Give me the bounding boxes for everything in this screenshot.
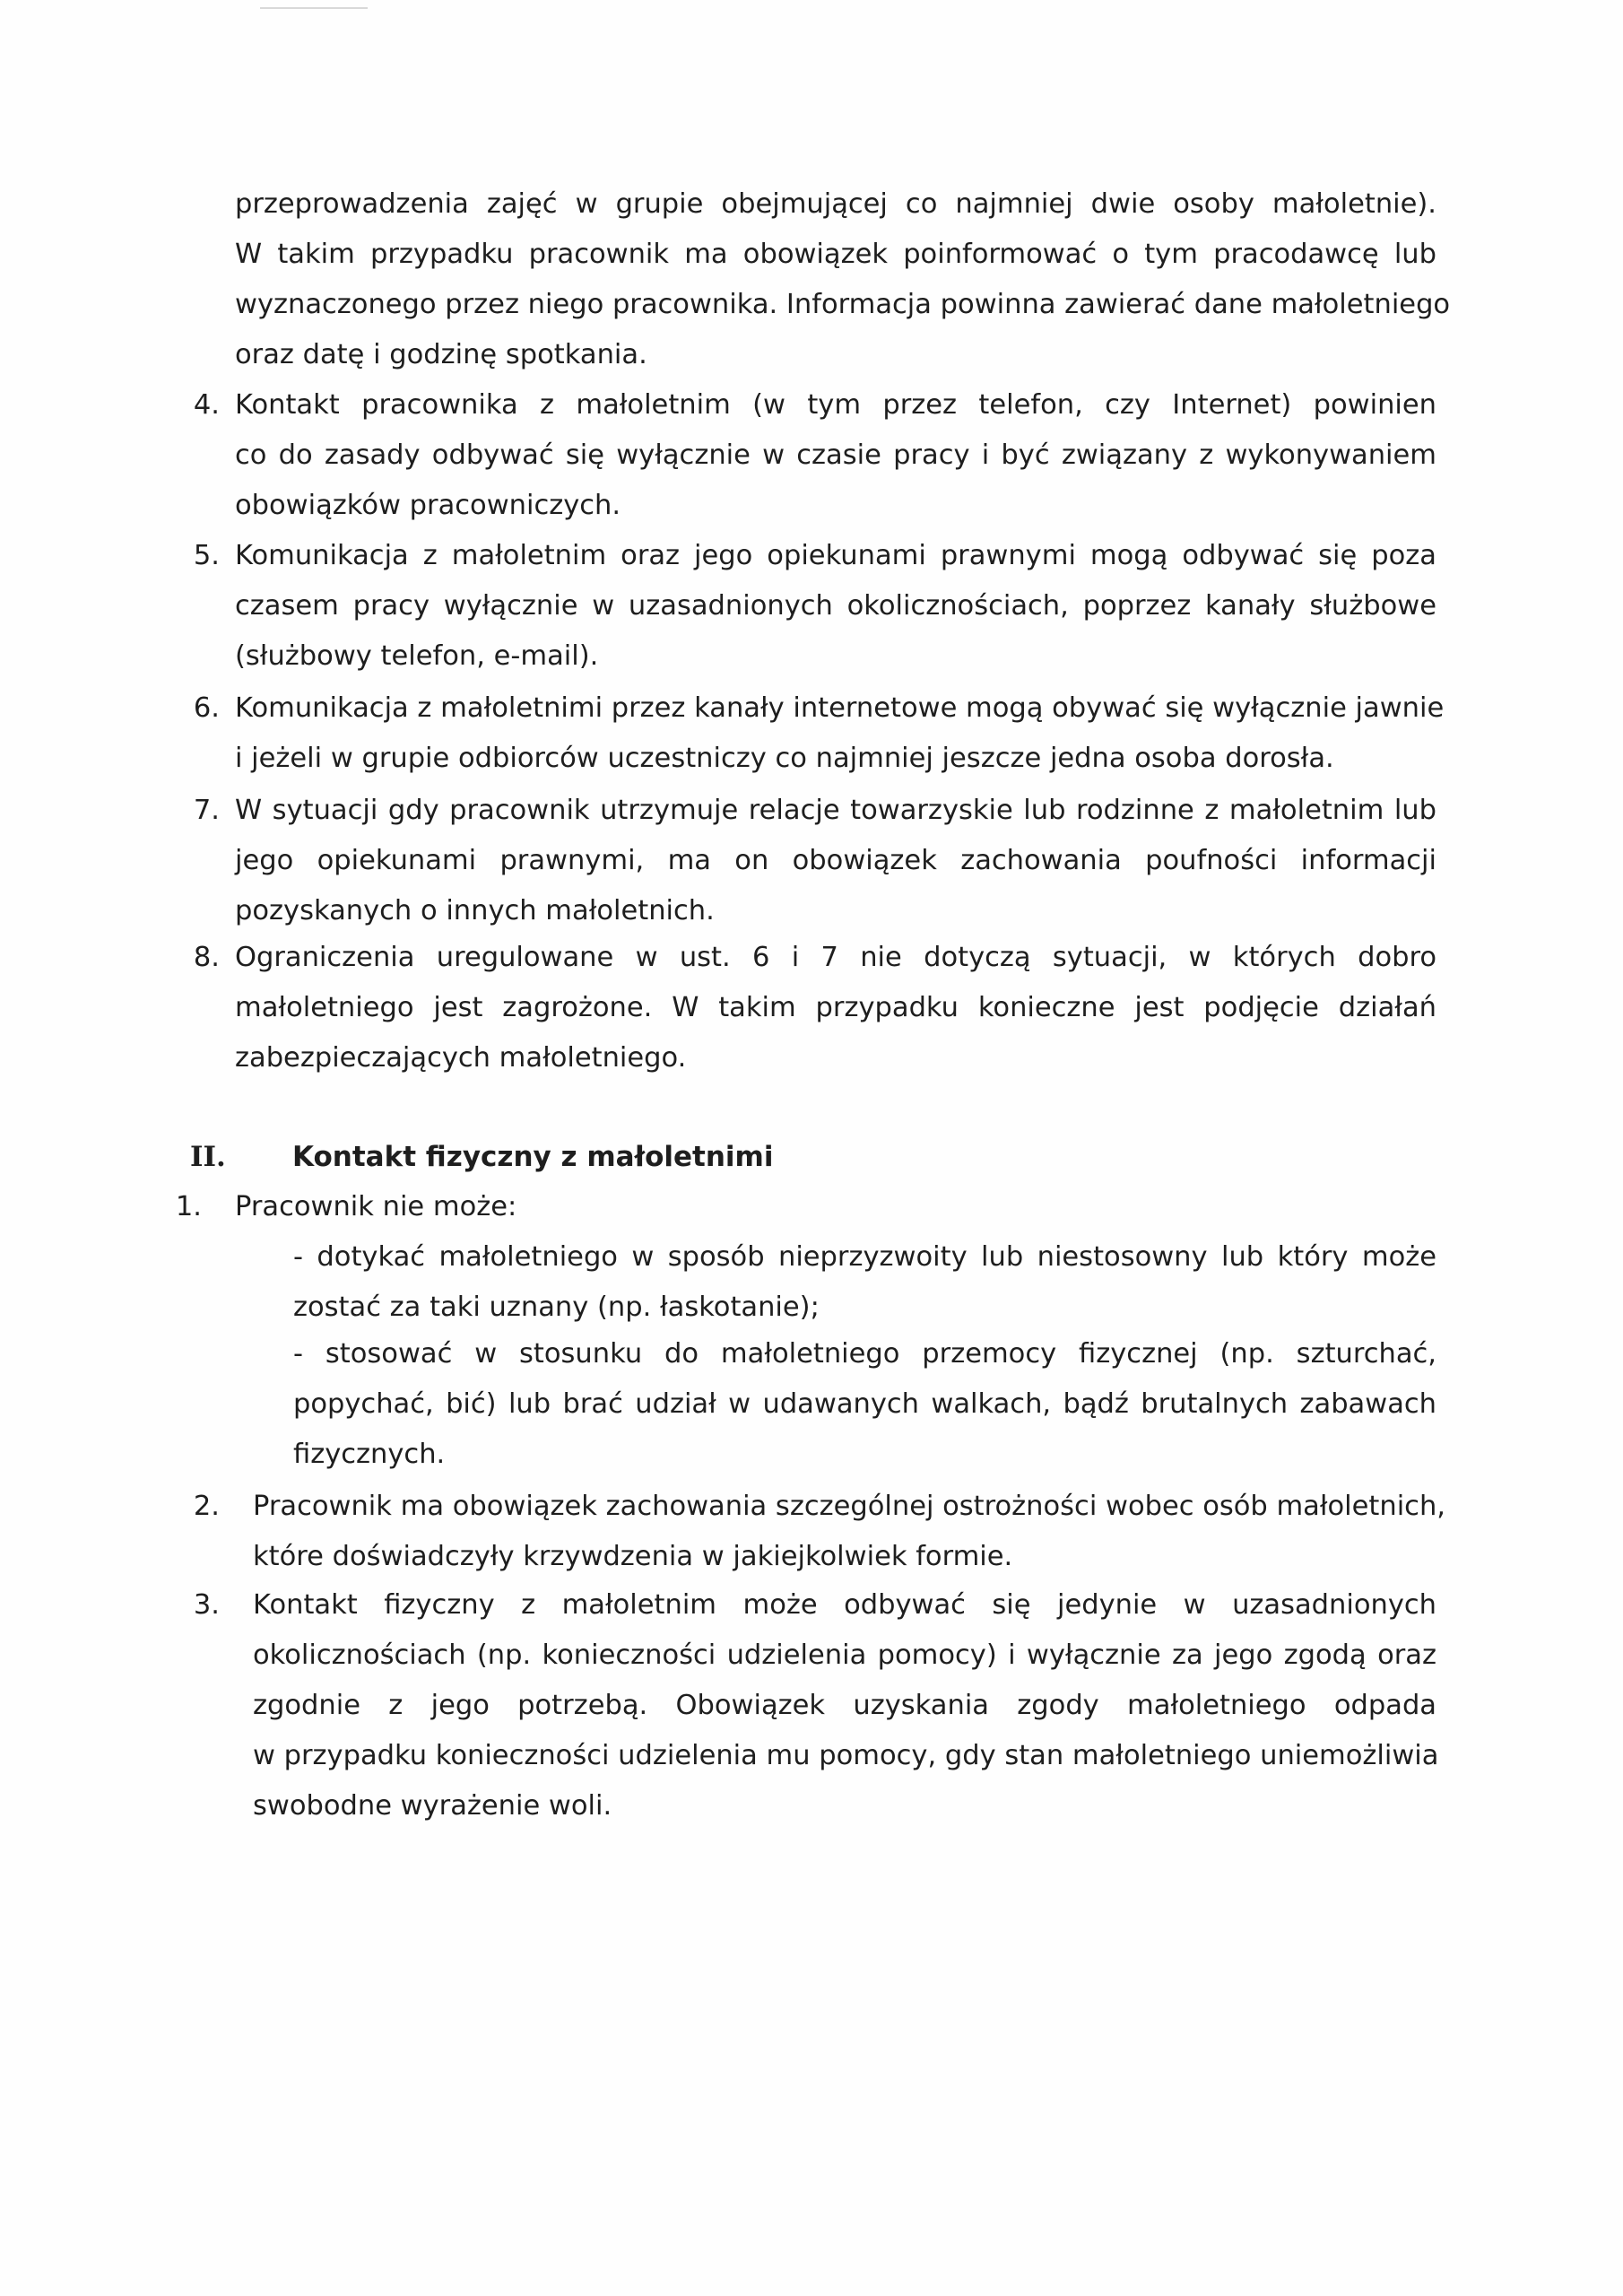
paragraph-line: Kontakt pracownika z małoletnim (w tym przez telefon, czy Internet) powinien bbox=[235, 389, 1436, 421]
item-number: 7. bbox=[193, 795, 220, 826]
item-number: 1. bbox=[175, 1191, 202, 1222]
paragraph-line: - dotykać małoletniego w sposób nieprzyzwoity lub niestosowny lub który może bbox=[293, 1241, 1436, 1273]
paragraph-line: swobodne wyrażenie woli. bbox=[253, 1790, 612, 1822]
paragraph-line: obowiązków pracowniczych. bbox=[235, 490, 621, 521]
paragraph-line: co do zasady odbywać się wyłącznie w czasie pracy i być związany z wykonywaniem bbox=[235, 439, 1436, 471]
paragraph-line: W sytuacji gdy pracownik utrzymuje relacje towarzyskie lub rodzinne z małoletnim lub bbox=[235, 795, 1436, 826]
paragraph-line: jego opiekunami prawnymi, ma on obowiązek zachowania poufności informacji bbox=[235, 845, 1436, 876]
list-item-6 bbox=[235, 683, 1445, 784]
paragraph-line: Ograniczenia uregulowane w ust. 6 i 7 nie dotyczą sytuacji, w których dobro bbox=[235, 942, 1436, 973]
paragraph-line: zgodnie z jego potrzebą. Obowiązek uzyskania zgody małoletniego odpada bbox=[253, 1690, 1436, 1721]
paragraph-line: pozyskanych o innych małoletnich. bbox=[235, 895, 715, 926]
subitem-violence bbox=[293, 1329, 1436, 1480]
section-title: Kontakt fizyczny z małoletnimi bbox=[292, 1141, 774, 1173]
paragraph-line: popychać, bić) lub brać udział w udawanych walkach, bądź brutalnych zabawach bbox=[293, 1388, 1436, 1420]
section2-item-2 bbox=[253, 1482, 1445, 1582]
section-numeral: II. bbox=[190, 1141, 226, 1173]
paragraph-line: małoletniego jest zagrożone. W takim przypadku konieczne jest podjęcie działań bbox=[235, 992, 1436, 1023]
paragraph-line: (służbowy telefon, e-mail). bbox=[235, 640, 599, 672]
list-item-8 bbox=[235, 933, 1436, 1083]
item-number: 8. bbox=[193, 942, 220, 973]
item-number: 6. bbox=[193, 692, 220, 724]
paragraph-line: wyznaczonego przez niego pracownika. Informacja powinna zawierać dane małoletniego bbox=[235, 289, 1451, 320]
paragraph-line: przeprowadzenia zajęć w grupie obejmującej co najmniej dwie osoby małoletnie). bbox=[235, 188, 1436, 220]
item-number: 4. bbox=[193, 389, 220, 421]
paragraph-line: zabezpieczających małoletniego. bbox=[235, 1042, 687, 1074]
section2-item-1 bbox=[235, 1182, 1436, 1232]
list-item-7 bbox=[235, 786, 1436, 936]
paragraph-line: Komunikacja z małoletnim oraz jego opiekunami prawnymi mogą odbywać się poza bbox=[235, 540, 1436, 571]
item-number: 2. bbox=[193, 1491, 220, 1522]
item-number: 5. bbox=[193, 540, 220, 571]
intro-paragraph bbox=[235, 179, 1451, 380]
paragraph-line: - stosować w stosunku do małoletniego przemocy fizycznej (np. szturchać, bbox=[293, 1338, 1436, 1370]
paragraph-line: Pracownik ma obowiązek zachowania szczególnej ostrożności wobec osób małoletnich, bbox=[253, 1491, 1445, 1522]
paragraph-line: fizycznych. bbox=[293, 1439, 446, 1470]
paragraph-line: oraz datę i godzinę spotkania. bbox=[235, 339, 647, 370]
paragraph-line: i jeżeli w grupie odbiorców uczestniczy co najmniej jeszcze jedna osoba dorosła. bbox=[235, 743, 1334, 774]
list-item-4 bbox=[235, 380, 1436, 531]
paragraph-line: W takim przypadku pracownik ma obowiązek poinformować o tym pracodawcę lub bbox=[235, 239, 1436, 270]
list-item-5 bbox=[235, 531, 1436, 682]
paragraph-line: w przypadku konieczności udzielenia mu pomocy, gdy stan małoletniego uniemożliwia bbox=[253, 1740, 1439, 1771]
paragraph-line: zostać za taki uznany (np. łaskotanie); bbox=[293, 1292, 820, 1323]
paragraph-line: okolicznościach (np. konieczności udzielenia pomocy) i wyłącznie za jego zgodą oraz bbox=[253, 1639, 1436, 1671]
paragraph-line: które doświadczyły krzywdzenia w jakiejkolwiek formie. bbox=[253, 1541, 1013, 1572]
item-number: 3. bbox=[193, 1589, 220, 1621]
paragraph-line: Komunikacja z małoletnimi przez kanały internetowe mogą obywać się wyłącznie jawnie bbox=[235, 692, 1445, 724]
paragraph-line: Pracownik nie może: bbox=[235, 1191, 517, 1222]
paragraph-line: czasem pracy wyłącznie w uzasadnionych okolicznościach, poprzez kanały służbowe bbox=[235, 590, 1436, 622]
subitem-touching bbox=[293, 1232, 1436, 1333]
section2-item-3 bbox=[253, 1580, 1439, 1831]
paragraph-line: Kontakt fizyczny z małoletnim może odbywać się jedynie w uzasadnionych bbox=[253, 1589, 1436, 1621]
scan-artifact bbox=[260, 7, 368, 9]
